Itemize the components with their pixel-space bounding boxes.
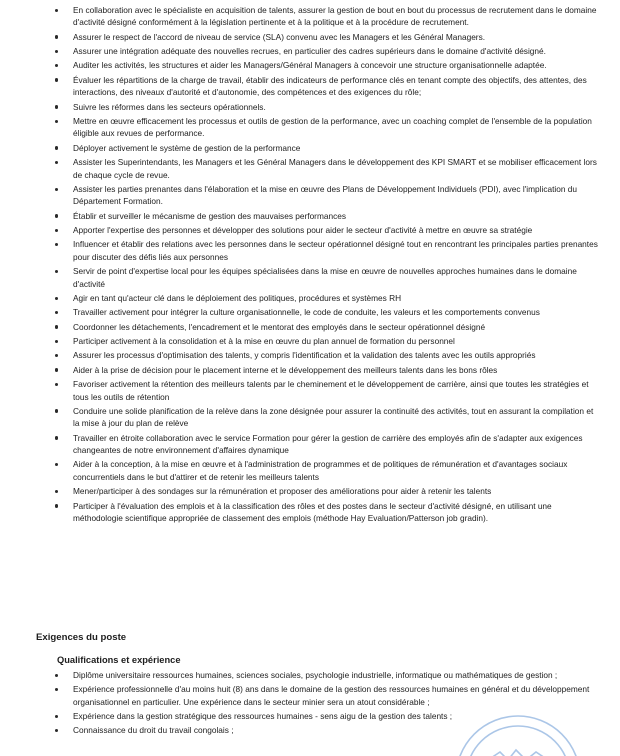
list-item: Servir de point d'expertise local pour les équipes spécialisées dans la mise en œuvre de nouvelles approches humaines dans le domaine d'activité xyxy=(51,265,599,290)
list-item: Aider à la conception, à la mise en œuvre et à l'administration de programmes et de politiques de rémunération et d'avantages sociaux concurrentiels dans le but d'attirer et de retenir les meilleurs talents xyxy=(51,458,599,483)
list-item: Expérience professionnelle d'au moins huit (8) ans dans le domaine de la gestion des ressources humaines en général et du développement organisationnel en particulier. Une expérience dans le secteur minier sera un atout considérable ; xyxy=(51,683,599,708)
list-item: Assurer une intégration adéquate des nouvelles recrues, en particulier des cadres supérieurs dans le domaine d'activité désigné. xyxy=(51,45,599,57)
list-item: Auditer les activités, les structures et aider les Managers/Général Managers à concevoir une structure organisationnelle adaptée. xyxy=(51,59,599,71)
list-item: Mettre en œuvre efficacement les processus et outils de gestion de la performance, avec un coaching complet de l'ensemble de la population éligible aux revues de performance. xyxy=(51,115,599,140)
list-item: Aider à la prise de décision pour le placement interne et le développement des meilleurs talents dans les bons rôles xyxy=(51,364,599,376)
list-item: Assurer les processus d'optimisation des talents, y compris l'identification et la validation des talents avec les outils appropriés xyxy=(51,349,599,361)
list-item: Travailler activement pour intégrer la culture organisationnelle, le code de conduite, les valeurs et les comportements convenus xyxy=(51,306,599,318)
list-item: Assurer le respect de l'accord de niveau de service (SLA) convenu avec les Managers et les Général Managers. xyxy=(51,31,599,43)
list-item: Établir et surveiller le mécanisme de gestion des mauvaises performances xyxy=(51,210,599,222)
responsibilities-list xyxy=(51,4,599,526)
list-item: Suivre les réformes dans les secteurs opérationnels. xyxy=(51,101,599,113)
list-item: Diplôme universitaire ressources humaines, sciences sociales, psychologie industrielle, informatique ou mathématiques de gestion ; xyxy=(51,669,599,681)
list-item: Évaluer les répartitions de la charge de travail, établir des indicateurs de performance clés en tenant compte des objectifs, des attentes, des interactions, des niveaux d'autorité et d'autonomie, des compétences et des exigences du rôle; xyxy=(51,74,599,99)
list-item: Apporter l'expertise des personnes et développer des solutions pour aider le secteur d'activité à mettre en œuvre sa stratégie xyxy=(51,224,599,236)
list-item: Participer à l'évaluation des emplois et à la classification des rôles et des postes dans le secteur d'activité désigné, en utilisant une méthodologie scientifique appropriée de classement des emplois (méthode Hay Evaluation/Patterson job gradin). xyxy=(51,500,599,525)
list-item: Connaissance du droit du travail congolais ; xyxy=(51,724,599,736)
section-heading-job-requirements: Exigences du poste xyxy=(36,632,127,643)
list-item: Participer activement à la consolidation et à la mise en œuvre du plan annuel de formation du personnel xyxy=(51,335,599,347)
list-item: En collaboration avec le spécialiste en acquisition de talents, assurer la gestion de bout en bout du processus de recrutement dans le domaine d'activité désigné conformément à la législation pertinente et à la politique et à la procédure de recrutement. xyxy=(51,4,599,29)
subsection-heading-qualifications: Qualifications et expérience xyxy=(57,655,181,665)
list-item: Coordonner les détachements, l'encadrement et le mentorat des employés dans le secteur opérationnel désigné xyxy=(51,321,599,333)
list-item: Mener/participer à des sondages sur la rémunération et proposer des améliorations pour aider à retenir les talents xyxy=(51,485,599,497)
list-item: Assister les Superintendants, les Managers et les Général Managers dans le développement des KPI SMART et se mobiliser efficacement lors de chaque cycle de revue. xyxy=(51,156,599,181)
list-item: Expérience dans la gestion stratégique des ressources humaines - sens aigu de la gestion des talents ; xyxy=(51,710,599,722)
list-item: Déployer activement le système de gestion de la performance xyxy=(51,142,599,154)
list-item: Influencer et établir des relations avec les personnes dans le secteur opérationnel désigné tout en rencontrant les principales parties prenantes pour discuter des défis liés aux personnes xyxy=(51,238,599,263)
list-item: Conduire une solide planification de la relève dans la zone désignée pour assurer la continuité des activités, tout en assurant la compilation et la mise à jour du plan de relève xyxy=(51,405,599,430)
list-item: Travailler en étroite collaboration avec le service Formation pour gérer la gestion de carrière des employés afin de s'adapter aux exigences changeantes de notre environnement d'affaires dynamique xyxy=(51,432,599,457)
stamp-icon xyxy=(448,708,588,756)
list-item: Favoriser activement la rétention des meilleurs talents par le cheminement et le développement de carrière, ainsi que toutes les stratégies et tous les outils de rétention xyxy=(51,378,599,403)
list-item: Assister les parties prenantes dans l'élaboration et la mise en œuvre des Plans de Développement Individuels (PDI), avec l'implication du Département Formation. xyxy=(51,183,599,208)
list-item: Agir en tant qu'acteur clé dans le déploiement des politiques, procédures et systèmes RH xyxy=(51,292,599,304)
